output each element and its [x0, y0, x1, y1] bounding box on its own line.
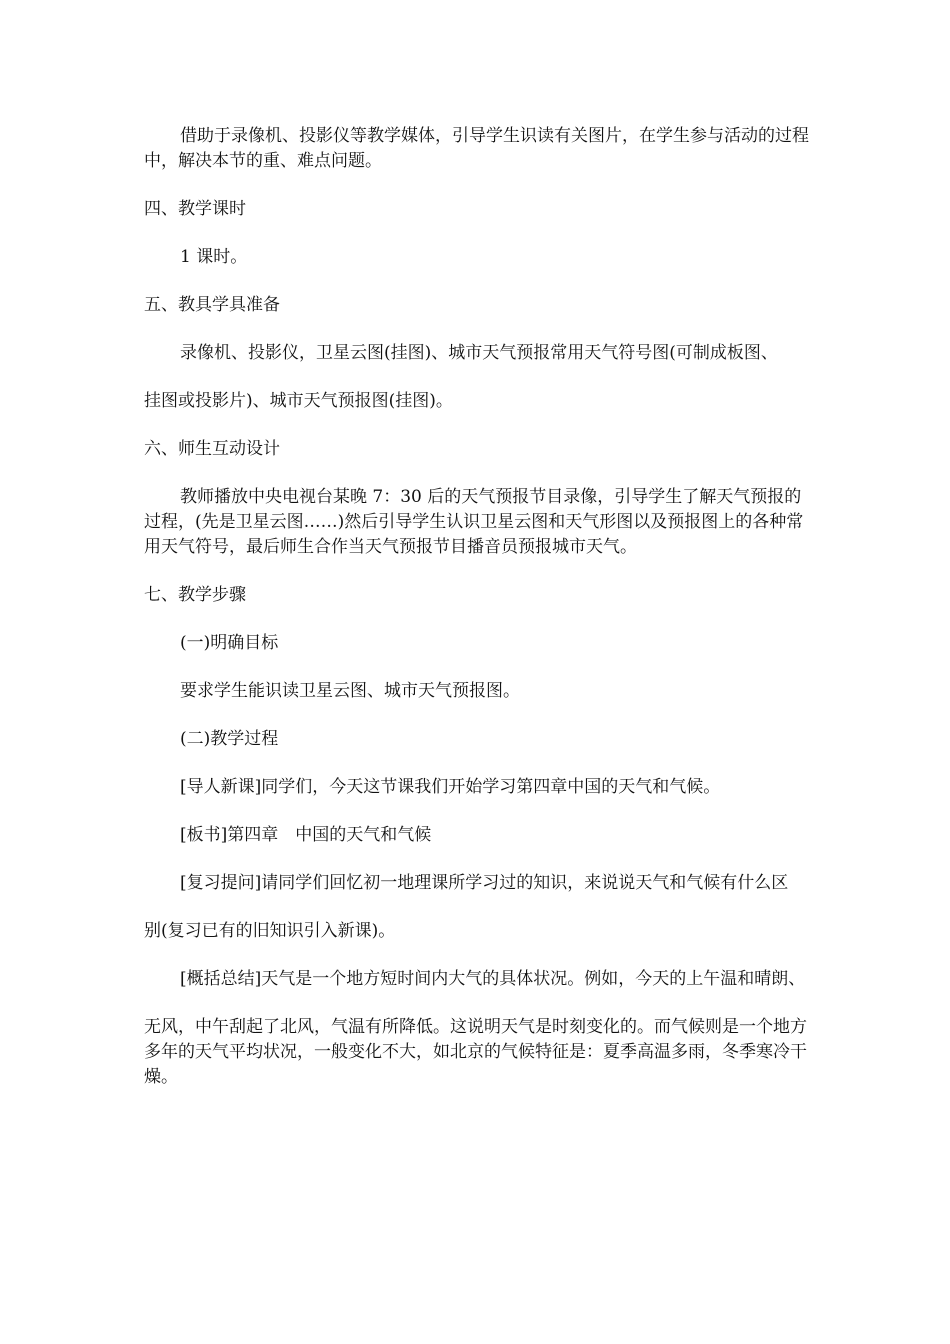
subheading-teaching-process: (二)教学过程 [180, 729, 279, 749]
paragraph-goals: 要求学生能识读卫星云图、城市天气预报图。 [180, 681, 520, 701]
paragraph-review-question-1: [复习提问]请同学们回忆初一地理课所学习过的知识，来说说天气和气候有什么区 [180, 873, 789, 893]
document-body [144, 124, 812, 1090]
paragraph-intro: [导人新课]同学们，今天这节课我们开始学习第四章中国的天气和气候。 [180, 777, 721, 797]
paragraph-summary-1: [概括总结]天气是一个地方短时间内大气的具体状况。例如，今天的上午温和晴朗、 [180, 969, 806, 989]
paragraph-materials-1: 录像机、投影仪，卫星云图(挂图)、城市天气预报常用天气符号图(可制成板图、 [180, 343, 778, 363]
paragraph-class-hours: 1 课时。 [180, 247, 248, 267]
heading-section-7: 七、教学步骤 [144, 585, 246, 605]
heading-section-6: 六、师生互动设计 [144, 439, 280, 459]
paragraph-interaction-design: 教师播放中央电视台某晚 7：30 后的天气预报节目录像，引导学生了解天气预报的过程，(先是卫星云图……)然后引导学生认识卫星云图和天气形图以及预报图上的各种常用天气符号，最后师生合作当天气预报节目播音员预报城市天气。 [144, 487, 804, 557]
paragraph-blackboard: [板书]第四章 中国的天气和气候 [180, 825, 432, 845]
subheading-clear-goals: (一)明确目标 [180, 633, 279, 653]
paragraph-review-question-2: 别(复习已有的旧知识引入新课)。 [144, 921, 396, 941]
paragraph-summary-2: 无风，中午刮起了北风，气温有所降低。这说明天气是时刻变化的。而气候则是一个地方多年的天气平均状况，一般变化不大，如北京的气候特征是：夏季高温多雨，冬季寒冷干燥。 [144, 1017, 807, 1087]
heading-section-5: 五、教具学具准备 [144, 295, 280, 315]
paragraph-teaching-method: 借助于录像机、投影仪等教学媒体，引导学生识读有关图片，在学生参与活动的过程中，解决本节的重、难点问题。 [144, 126, 809, 171]
heading-section-4: 四、教学课时 [144, 199, 246, 219]
paragraph-materials-2: 挂图或投影片)、城市天气预报图(挂图)。 [144, 391, 453, 411]
